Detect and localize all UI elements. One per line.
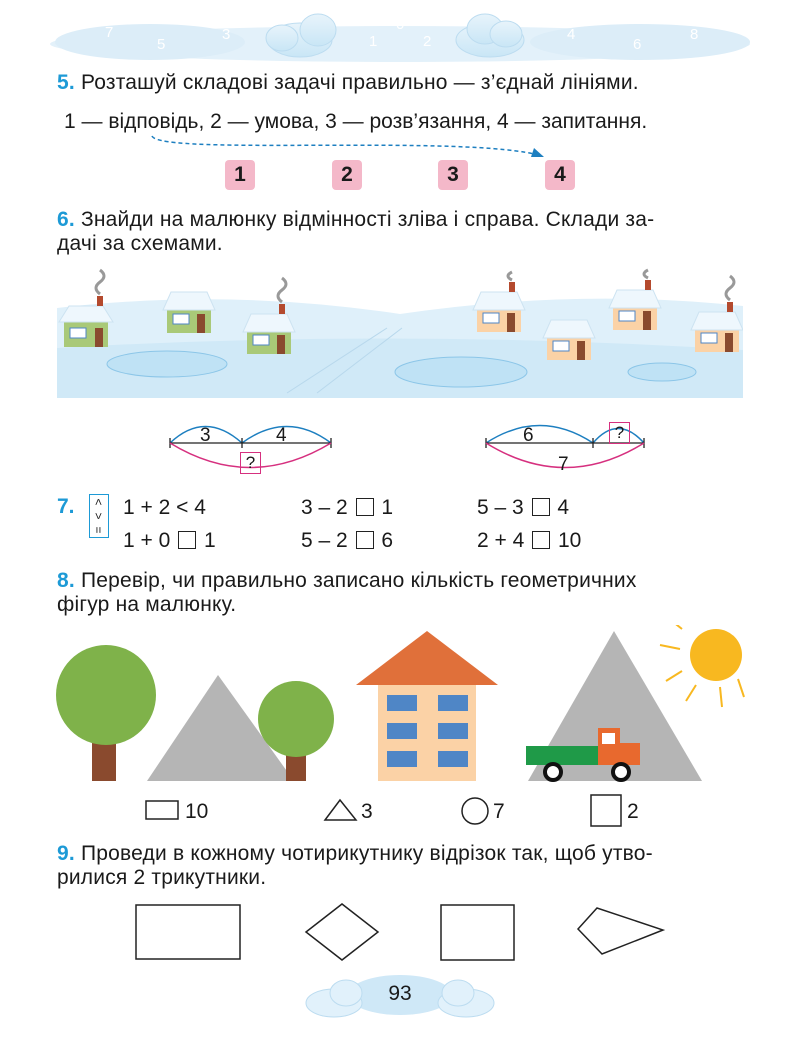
cloud-number: 0 xyxy=(396,16,405,33)
task5-box-3[interactable]: 3 xyxy=(438,160,468,190)
expression-4-right: 1 xyxy=(203,529,216,552)
sign-reference-box xyxy=(89,494,109,538)
scheme-1-value-a: 3 xyxy=(200,425,211,446)
task5-connector-arrow xyxy=(140,132,560,162)
expression-3-right: 4 xyxy=(557,496,570,519)
task8-line2: фігур на малюнку. xyxy=(57,593,237,616)
cloud-number: 7 xyxy=(105,24,114,41)
page-number: 93 xyxy=(388,982,412,1005)
scheme-2-question[interactable]: ? xyxy=(609,422,630,444)
expression-6-answer-box[interactable] xyxy=(532,531,550,549)
quadrilateral-rhombus xyxy=(306,904,378,960)
cloud-number: 5 xyxy=(157,36,166,53)
cloud-number: 1 xyxy=(369,33,378,50)
task9-line1: Проведи в кожному чотирикутнику відрізок так, щоб утво- xyxy=(80,842,653,865)
cloud-number: 8 xyxy=(690,26,699,43)
expression-4-answer-box[interactable] xyxy=(178,531,196,549)
rectangle-count: 10 xyxy=(185,800,209,823)
scheme-1-value-b: 4 xyxy=(276,425,287,446)
task5-number: 5. xyxy=(57,71,75,94)
expression-3-answer-box[interactable] xyxy=(532,498,550,516)
task5-parts: 1 — відповідь, 2 — умова, 3 — розв’язання, 4 — запитання. xyxy=(64,110,648,133)
task6-text xyxy=(57,208,654,256)
expression-4-left: 1 + 0 xyxy=(123,529,171,552)
scheme-1-question[interactable]: ? xyxy=(240,452,261,474)
scheme-2-total: 7 xyxy=(558,454,569,475)
winter-village-picture xyxy=(57,268,743,398)
task9-number: 9. xyxy=(57,842,75,865)
expression-4 xyxy=(123,529,216,553)
rectangle-icon xyxy=(145,799,181,821)
square-count: 2 xyxy=(627,800,639,823)
task6-line2: дачі за схемами. xyxy=(57,232,223,255)
sign-greater: > xyxy=(91,512,106,520)
sign-equal: = xyxy=(91,526,106,534)
task5-box-2[interactable]: 2 xyxy=(332,160,362,190)
expression-2 xyxy=(301,496,393,520)
task8-line1: Перевір, чи правильно записано кількість геометричних xyxy=(80,569,637,592)
expression-6-left: 2 + 4 xyxy=(477,529,525,552)
expression-5-right: 6 xyxy=(381,529,394,552)
task7-number: 7. xyxy=(57,495,75,518)
task6-line1: Знайди на малюнку відмінності зліва і справа. Склади за- xyxy=(80,208,655,231)
expression-2-right: 1 xyxy=(381,496,394,519)
expression-6-right: 10 xyxy=(557,529,582,552)
expression-1-text: 1 + 2 < 4 xyxy=(123,496,206,519)
square-icon xyxy=(590,794,624,828)
task8-text xyxy=(57,569,637,617)
circle-count: 7 xyxy=(493,800,505,823)
expression-5-answer-box[interactable] xyxy=(356,531,374,549)
quadrilateral-square xyxy=(441,905,514,960)
header-clouds xyxy=(0,0,800,70)
cloud-number: 3 xyxy=(222,26,231,43)
task7-number-wrap xyxy=(57,495,75,519)
sign-less: < xyxy=(91,498,106,506)
task5-box-1[interactable]: 1 xyxy=(225,160,255,190)
quadrilaterals[interactable] xyxy=(130,900,670,966)
cloud-number: 6 xyxy=(633,36,642,53)
task9-line2: рилися 2 трикутники. xyxy=(57,866,267,889)
scheme-2-value-a: 6 xyxy=(523,425,534,446)
triangle-count: 3 xyxy=(361,800,373,823)
expression-5-left: 5 – 2 xyxy=(301,529,348,552)
house-left-2 xyxy=(163,292,215,333)
task5-box-4[interactable]: 4 xyxy=(545,160,575,190)
house-right-2 xyxy=(543,320,595,360)
quadrilateral-rectangle xyxy=(136,905,240,959)
circle-icon xyxy=(460,796,490,826)
expression-6 xyxy=(477,529,581,553)
expression-2-answer-box[interactable] xyxy=(356,498,374,516)
header-cloud-banner xyxy=(0,0,800,70)
task8-number: 8. xyxy=(57,569,75,592)
expression-3 xyxy=(477,496,569,520)
task9-text xyxy=(57,842,653,890)
expression-2-left: 3 – 2 xyxy=(301,496,348,519)
expression-1 xyxy=(123,496,206,520)
cloud-number: 2 xyxy=(423,33,432,50)
quadrilateral-kite xyxy=(578,908,663,954)
expression-5 xyxy=(301,529,393,553)
expression-3-left: 5 – 3 xyxy=(477,496,524,519)
triangle-icon xyxy=(323,797,359,823)
geometric-shapes-picture xyxy=(50,625,750,785)
task6-number: 6. xyxy=(57,208,75,231)
cloud-number: 4 xyxy=(567,26,576,43)
task5-text xyxy=(57,71,639,95)
task5-instruction: Розташуй складові задачі правильно — з’єднай лініями. xyxy=(80,71,639,94)
